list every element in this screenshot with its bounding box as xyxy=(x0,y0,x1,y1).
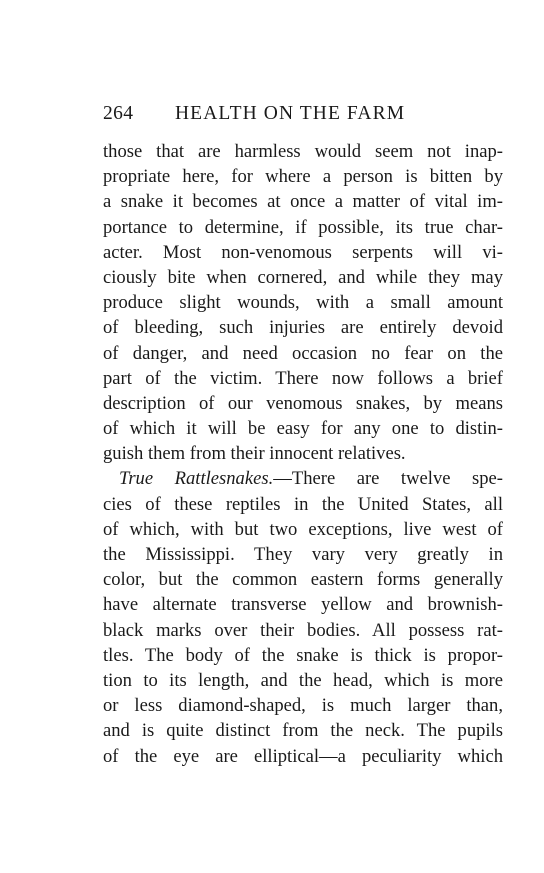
text-line: propriate here, for where a person is bitten by xyxy=(103,166,503,188)
page-body xyxy=(103,139,503,769)
text-line: ciously bite when cornered, and while they may xyxy=(103,266,503,288)
text-line: or less diamond-shaped, is much larger than, xyxy=(103,695,503,717)
text-line-rest: —There are twelve spe- xyxy=(273,468,503,490)
text-line: tles. The body of the snake is thick is propor- xyxy=(103,644,503,666)
text-line: of bleeding, such injuries are entirely devoid xyxy=(103,317,503,339)
text-line: those that are harmless would seem not inap- xyxy=(103,141,503,162)
text-line: part of the victim. There now follows a brief xyxy=(103,367,503,389)
text-line: produce slight wounds, with a small amount xyxy=(103,292,503,314)
text-line: guish them from their innocent relatives. xyxy=(103,443,406,465)
text-line: cies of these reptiles in the United States, all xyxy=(103,493,503,515)
text-line: the Mississippi. They vary very greatly in xyxy=(103,544,503,565)
text-line: acter. Most non-venomous serpents will vi- xyxy=(103,241,503,263)
text-line: tion to its length, and the head, which is more xyxy=(103,669,503,691)
running-title: HEALTH ON THE FARM xyxy=(175,103,406,124)
page-number: 264 xyxy=(103,103,134,124)
section-heading: True Rattlesnakes. xyxy=(119,468,274,490)
text-line: of which it will be easy for any one to distin- xyxy=(103,418,503,440)
paragraph-2 xyxy=(103,466,503,768)
text-line: a snake it becomes at once a matter of vital im- xyxy=(103,191,503,213)
text-line: of danger, and need occasion no fear on the xyxy=(103,342,503,364)
text-line: color, but the common eastern forms generally xyxy=(103,569,503,591)
text-line: and is quite distinct from the neck. The pupils xyxy=(103,720,503,742)
text-line: portance to determine, if possible, its true char- xyxy=(103,216,503,238)
text-line: have alternate transverse yellow and brownish- xyxy=(103,594,503,616)
paragraph-1 xyxy=(103,139,503,466)
text-line: description of our venomous snakes, by means xyxy=(103,392,503,414)
text-line: black marks over their bodies. All possess rat- xyxy=(103,619,503,641)
text-line-first xyxy=(103,466,503,491)
running-header xyxy=(103,103,503,129)
text-line: of which, with but two exceptions, live west of xyxy=(103,518,503,540)
text-line: of the eye are elliptical—a peculiarity which xyxy=(103,745,503,767)
